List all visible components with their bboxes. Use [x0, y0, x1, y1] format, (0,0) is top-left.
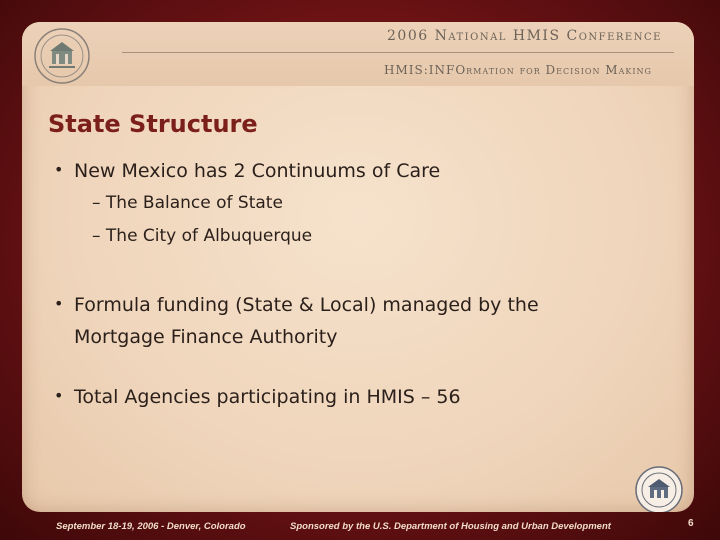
bullet-3-text: Total Agencies participating in HMIS – 56: [74, 386, 461, 408]
page-number: 6: [688, 518, 694, 529]
bullet-2: [44, 288, 539, 353]
bullet-dot: •: [54, 160, 64, 179]
footer: [0, 512, 720, 540]
conference-title: 2006 National HMIS Conference: [387, 28, 662, 44]
slide-title: State Structure: [48, 110, 258, 138]
hud-seal-icon: [32, 26, 92, 86]
slide-panel: [22, 22, 694, 512]
footer-sponsor: Sponsored by the U.S. Department of Housing and Urban Development: [290, 521, 611, 532]
subitem-balance-of-state: – The Balance of State: [92, 193, 283, 213]
hud-seal-small-icon: [634, 465, 684, 512]
bullet-dot: •: [54, 294, 64, 313]
header-divider: [122, 52, 674, 53]
footer-dates: September 18-19, 2006 - Denver, Colorado: [56, 521, 246, 532]
bullet-1-text: New Mexico has 2 Continuums of Care: [74, 160, 441, 182]
bullet-dot: •: [54, 386, 64, 405]
bullet-2-text-line1: Formula funding (State & Local) managed by the: [74, 294, 539, 316]
subitem-city-of-albuquerque: – The City of Albuquerque: [92, 226, 313, 246]
conference-subtitle: HMIS:INFOrmation for Decision Making: [384, 63, 652, 77]
bullet-1: [44, 160, 440, 182]
bullet-3: [44, 386, 461, 408]
bullet-2-text-line2: Mortgage Finance Authority: [74, 326, 338, 348]
